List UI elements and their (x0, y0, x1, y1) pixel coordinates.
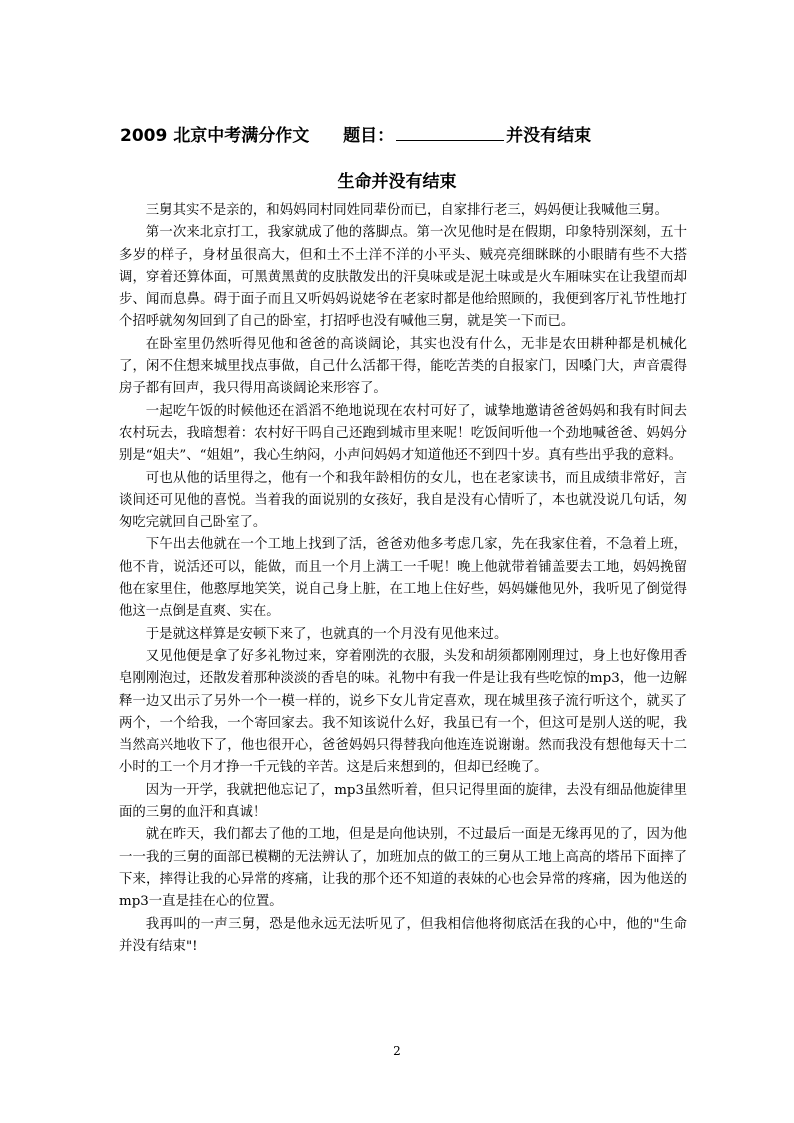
paragraph: 因为一开学，我就把他忘记了，mp3虽然听着，但只记得里面的旋律，去没有细品他旋律里面的三舅的血汗和真诚！ (119, 782, 687, 821)
header-prompt-suffix: 并没有结束 (506, 126, 592, 146)
header-title: 2009 北京中考满分作文 (120, 126, 310, 146)
prompt-blank-line (396, 124, 504, 141)
essay-body (119, 200, 687, 958)
header-prompt-label: 题目： (343, 126, 395, 146)
paragraph: 一起吃午饭的时候他还在滔滔不绝地说现在农村可好了，诚挚地邀请爸爸妈妈和我有时间去农村玩去，我暗想着：农村好干吗自己还跑到城市里来呢！吃饭间听他一个劲地喊爸爸、妈妈分别是“姐夫”、“姐姐”，我心生纳闷，小声问妈妈才知道他还不到四十岁。真有些出乎我的意料。 (119, 403, 687, 464)
paragraph: 我再叫的一声三舅，恐是他永远无法听见了，但我相信他将彻底活在我的心中，他的"生命并没有结束"! (119, 916, 687, 954)
paragraph: 又见他便是拿了好多礼物过来，穿着刚洗的衣服，头发和胡须都刚刚理过，身上也好像用香皂刚刚泡过，还散发着那种淡淡的香皂的味。礼物中有我一件是让我有些吃惊的mp3，他一边解释一边又出示了另外一个一模一样的，说乡下女儿肯定喜欢，现在城里孩子流行听这个，就买了两个，一个给我，一个寄回家去。我不知该说什么好，我虽已有一个，但这可是别人送的呢，我当然高兴地收下了，他也很开心，爸爸妈妈只得替我向他连连说谢谢。然而我没有想他每天十二小时的工一个月才挣一千元钱的辛苦。这是后来想到的，但却已经晚了。 (119, 648, 687, 776)
paragraph: 下午出去他就在一个工地上找到了活，爸爸劝他多考虑几家，先在我家住着，不急着上班，他不肯，说活还可以，能做，而且一个月上满工一千呢！晚上他就带着铺盖要去工地，妈妈挽留他在家里住，他憨厚地笑笑，说自己身上脏，在工地上住好些，妈妈嫌他见外，我听见了倒觉得他这一点倒是直爽、实在。 (119, 537, 687, 620)
paragraph: 三舅其实不是亲的，和妈妈同村同姓同辈份而已，自家排行老三，妈妈便让我喊他三舅。 (145, 203, 669, 218)
paragraph: 在卧室里仍然听得见他和爸爸的高谈阔论，其实也没有什么，无非是农田耕种都是机械化了，闲不住想来城里找点事做，自己什么活都干得，能吃苦类的自报家门，因嗓门大，声音震得房子都有回声，我只得用高谈阔论来形容了。 (119, 336, 687, 397)
paragraph: 第一次来北京打工，我家就成了他的落脚点。第一次见他时是在假期，印象特别深刻，五十多岁的样子，身材虽很高大，但和土不土洋不洋的小平头、贼亮亮细眯眯的小眼睛有些不大搭调，穿着还算体面，可黑黄黑黄的皮肤散发出的汗臭味或是泥土味或是火车厢味实在让我望而却步、闻而息鼻。碍于面子而且又听妈妈说姥爷在老家时都是他给照顾的，我便到客厅礼节性地打个招呼就匆匆回到了自己的卧室，打招呼也没有喊他三舅，就是笑一下而已。 (119, 225, 687, 330)
paragraph: 可也从他的话里得之，他有一个和我年龄相仿的女儿，也在老家读书，而且成绩非常好，言谈间还可见他的喜悦。当着我的面说别的女孩好，我自是没有心情听了，本也就没说几句话，匆匆吃完就回自己卧室了。 (119, 470, 687, 531)
paragraph: 就在昨天，我们都去了他的工地，但是是向他诀别，不过最后一面是无缘再见的了，因为他一一我的三舅的面部已模糊的无法辨认了，加班加点的做工的三舅从工地上高高的塔吊下面摔了下来，摔得让我的心异常的疼痛，让我的那个还不知道的表妹的心也会异常的疼痛，因为他送的mp3一直是挂在心的位置。 (119, 827, 687, 910)
essay-title: 生命并没有结束 (337, 172, 457, 192)
page-number: 2 (393, 1044, 401, 1058)
document-header (120, 124, 754, 148)
paragraph: 于是就这样算是安顿下来了，也就真的一个月没有见他来过。 (145, 626, 508, 642)
